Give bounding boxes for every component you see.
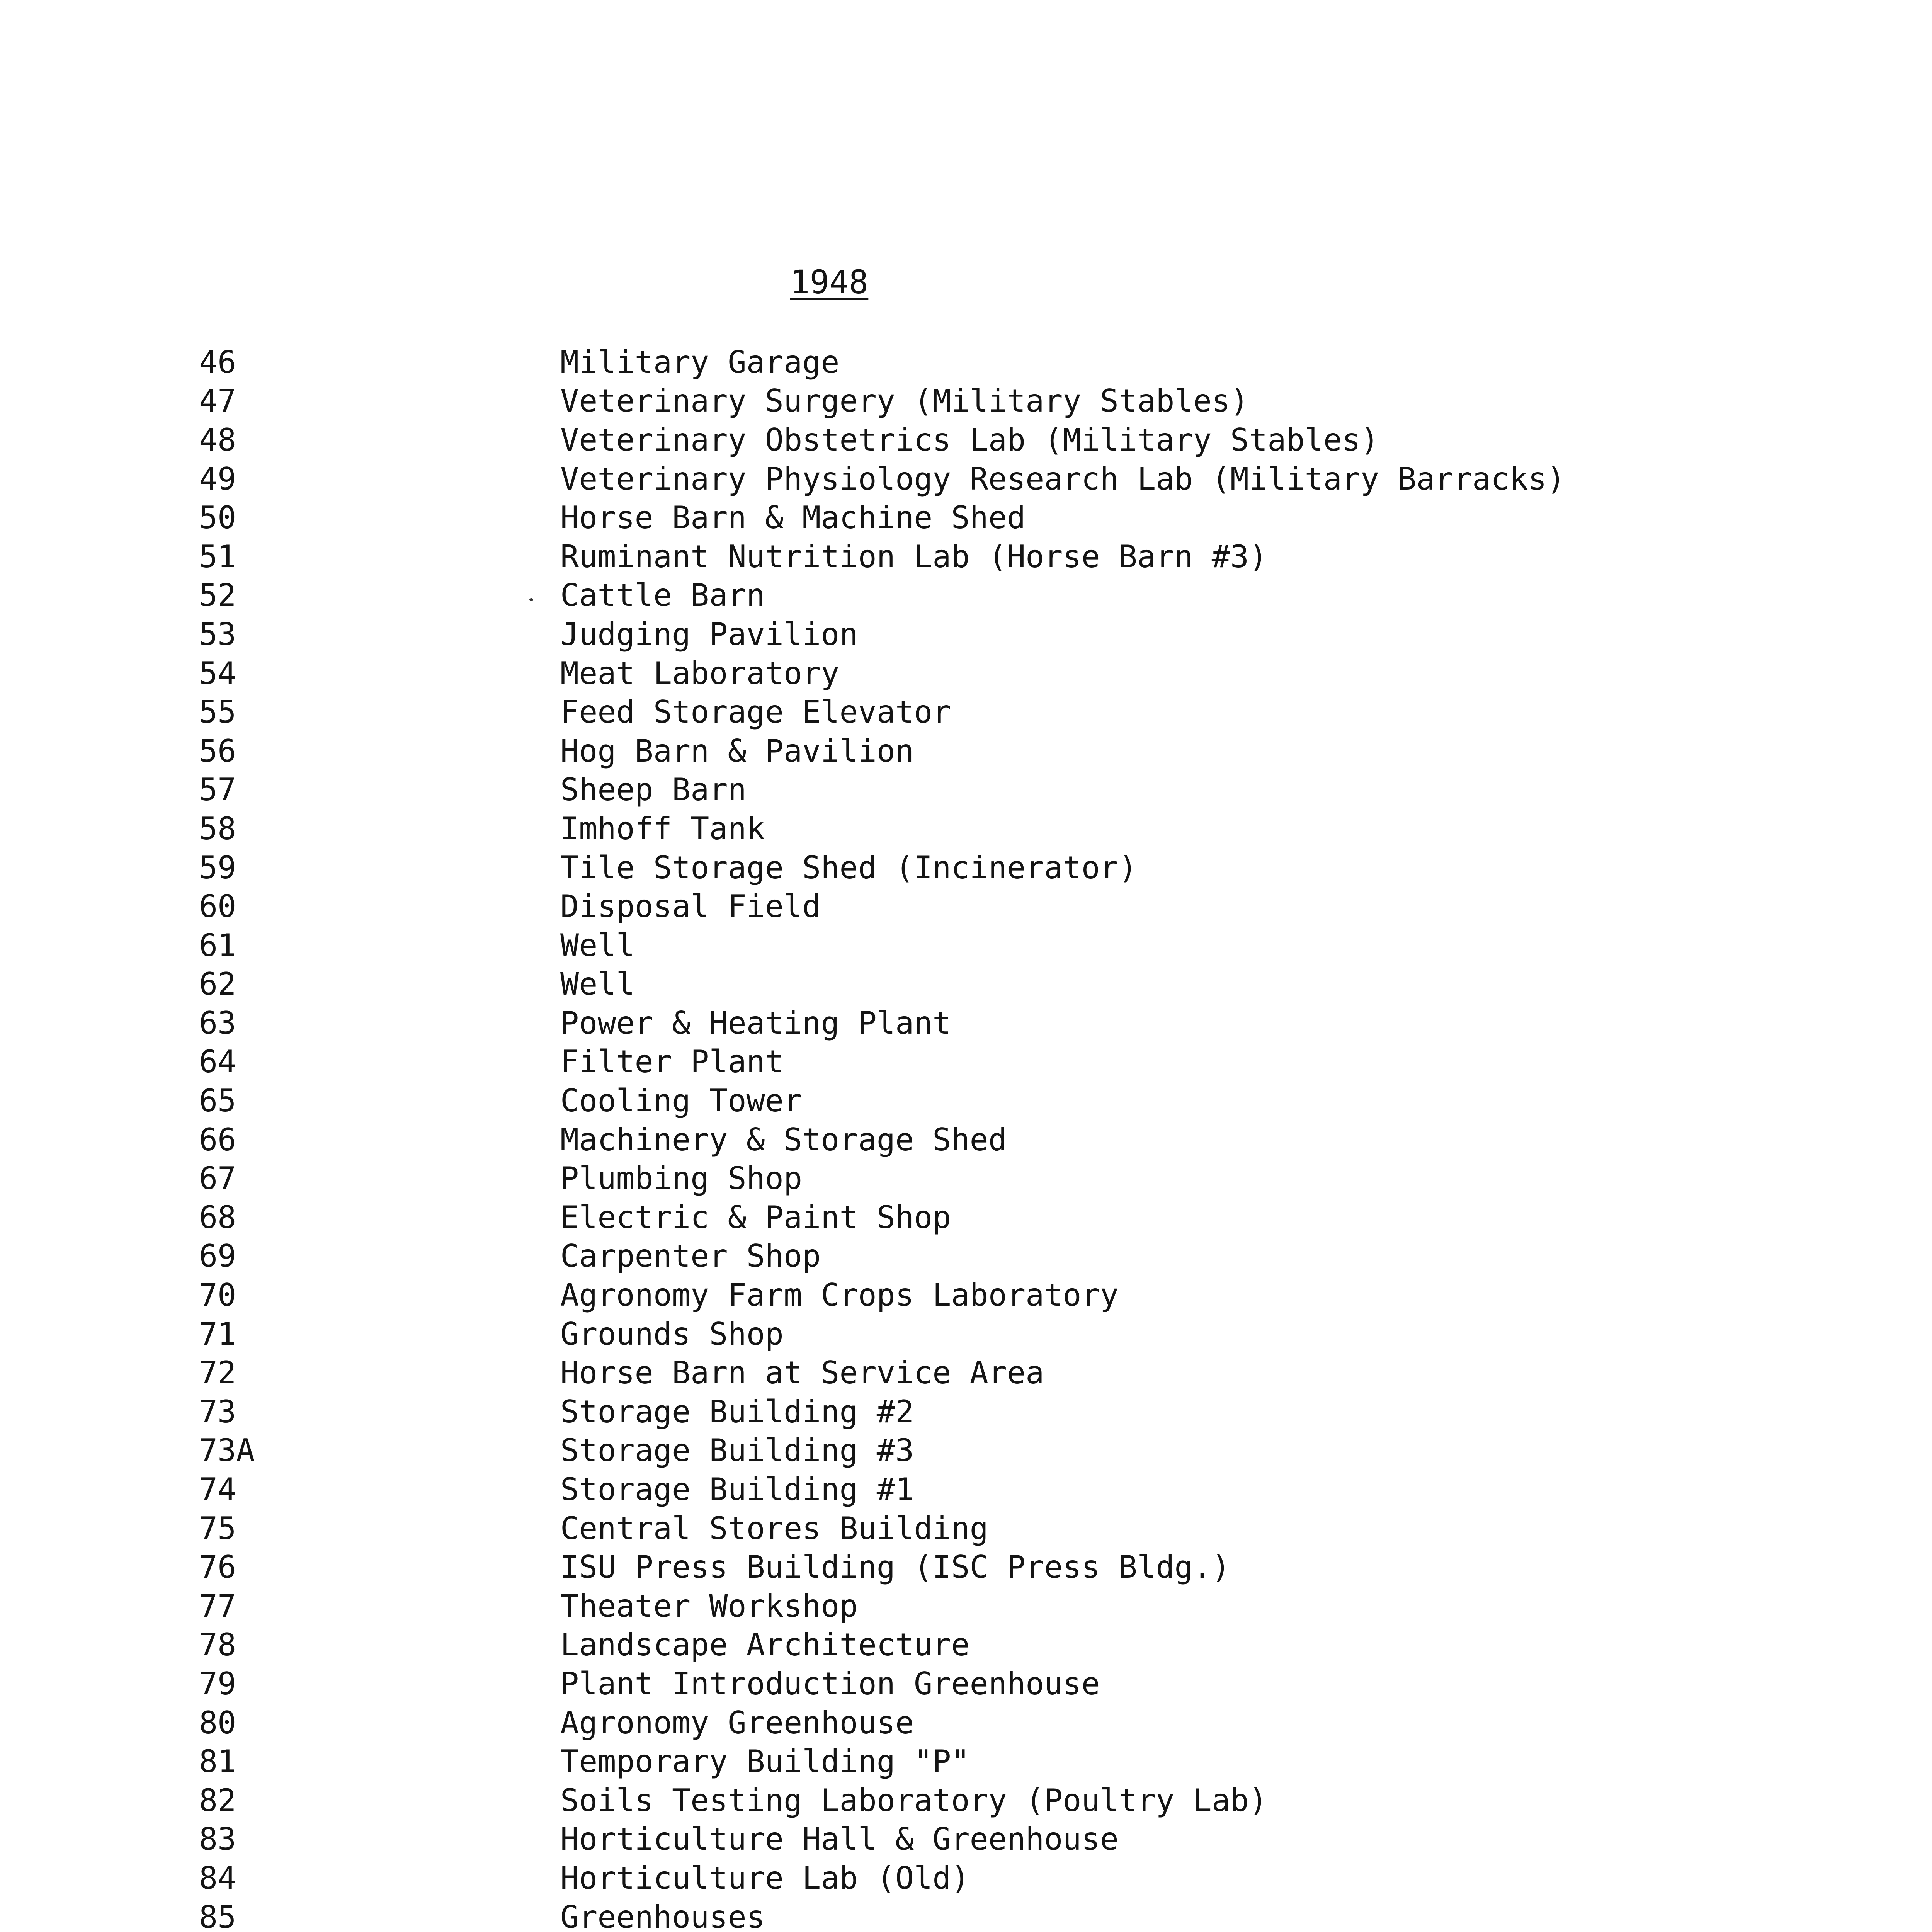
list-item	[199, 1626, 1861, 1665]
building-number: 81	[199, 1743, 236, 1780]
building-number: 47	[199, 383, 236, 419]
building-number: 79	[199, 1665, 236, 1702]
building-name: Imhoff Tank	[560, 810, 765, 847]
list-item	[199, 420, 1861, 459]
building-number: 63	[199, 1005, 236, 1041]
building-name: Theater Workshop	[560, 1588, 858, 1624]
building-name: Agronomy Greenhouse	[560, 1704, 914, 1741]
building-name: Greenhouses	[560, 1899, 765, 1932]
list-item	[199, 1043, 1861, 1082]
building-number: 76	[199, 1549, 236, 1585]
building-name: Horticulture Hall & Greenhouse	[560, 1821, 1119, 1857]
building-number: 84	[199, 1860, 236, 1896]
building-number: 62	[199, 966, 236, 1002]
list-item	[199, 692, 1861, 731]
building-number: 58	[199, 810, 236, 847]
building-name: Carpenter Shop	[560, 1238, 821, 1274]
list-item	[199, 1781, 1861, 1820]
list-item	[199, 1081, 1861, 1120]
list-item	[199, 1353, 1861, 1392]
list-item	[199, 848, 1861, 887]
building-number: 48	[199, 422, 236, 458]
building-name: Horse Barn & Machine Shed	[560, 500, 1026, 536]
list-item	[199, 1198, 1861, 1237]
building-list	[199, 343, 1861, 1932]
list-item	[199, 731, 1861, 770]
building-number: 61	[199, 927, 236, 963]
list-item	[199, 1898, 1861, 1932]
list-item	[199, 926, 1861, 965]
list-item	[199, 1703, 1861, 1742]
building-name: Tile Storage Shed (Incinerator)	[560, 849, 1138, 886]
list-item	[199, 459, 1861, 498]
list-item	[199, 654, 1861, 693]
list-item	[199, 1509, 1861, 1548]
building-number: 50	[199, 500, 236, 536]
building-number: 57	[199, 772, 236, 808]
list-item	[199, 1470, 1861, 1509]
building-number: 55	[199, 694, 236, 730]
stray-mark	[529, 598, 533, 601]
building-number: 80	[199, 1704, 236, 1741]
building-number: 65	[199, 1083, 236, 1119]
list-item	[199, 965, 1861, 1004]
list-item	[199, 1587, 1861, 1626]
building-name: ISU Press Building (ISC Press Bldg.)	[560, 1549, 1230, 1585]
building-name: Disposal Field	[560, 888, 821, 925]
building-number: 75	[199, 1510, 236, 1546]
building-name: Horticulture Lab (Old)	[560, 1860, 970, 1896]
list-item	[199, 576, 1861, 615]
list-item	[199, 1159, 1861, 1198]
building-number: 64	[199, 1044, 236, 1080]
building-name: Military Garage	[560, 344, 840, 380]
building-number: 68	[199, 1199, 236, 1235]
list-item	[199, 1820, 1861, 1859]
building-name: Grounds Shop	[560, 1316, 784, 1352]
building-number: 51	[199, 538, 236, 575]
building-number: 53	[199, 616, 236, 652]
building-number: 66	[199, 1121, 236, 1158]
building-number: 74	[199, 1471, 236, 1508]
building-number: 69	[199, 1238, 236, 1274]
building-name: Landscape Architecture	[560, 1627, 970, 1663]
building-number: 72	[199, 1355, 236, 1391]
building-name: Storage Building #3	[560, 1432, 914, 1469]
list-item	[199, 809, 1861, 848]
building-name: Judging Pavilion	[560, 616, 858, 652]
list-item	[199, 537, 1861, 576]
building-number: 77	[199, 1588, 236, 1624]
building-number: 85	[199, 1899, 236, 1932]
building-name: Ruminant Nutrition Lab (Horse Barn #3)	[560, 538, 1268, 575]
list-item	[199, 1237, 1861, 1276]
building-name: Storage Building #2	[560, 1393, 914, 1430]
building-number: 67	[199, 1160, 236, 1197]
list-item	[199, 343, 1861, 382]
building-name: Cattle Barn	[560, 577, 765, 614]
building-name: Well	[560, 927, 635, 963]
building-number: 56	[199, 733, 236, 769]
list-item	[199, 1664, 1861, 1703]
building-name: Hog Barn & Pavilion	[560, 733, 914, 769]
building-number: 46	[199, 344, 236, 380]
list-item	[199, 1859, 1861, 1898]
building-name: Storage Building #1	[560, 1471, 914, 1508]
building-name: Cooling Tower	[560, 1083, 803, 1119]
building-number: 70	[199, 1277, 236, 1313]
list-item	[199, 1276, 1861, 1315]
building-number: 73	[199, 1393, 236, 1430]
building-name: Central Stores Building	[560, 1510, 988, 1546]
building-number: 82	[199, 1782, 236, 1818]
building-name: Well	[560, 966, 635, 1002]
page-title: 1948	[790, 263, 869, 301]
list-item	[199, 887, 1861, 926]
building-name: Soils Testing Laboratory (Poultry Lab)	[560, 1782, 1268, 1818]
building-number: 73A	[199, 1432, 255, 1469]
building-number: 49	[199, 461, 236, 497]
list-item	[199, 498, 1861, 537]
list-item	[199, 770, 1861, 810]
list-item	[199, 1315, 1861, 1354]
building-name: Meat Laboratory	[560, 655, 840, 691]
list-item	[199, 1003, 1861, 1043]
building-name: Horse Barn at Service Area	[560, 1355, 1044, 1391]
building-number: 52	[199, 577, 236, 614]
building-number: 54	[199, 655, 236, 691]
building-name: Temporary Building "P"	[560, 1743, 970, 1780]
building-number: 60	[199, 888, 236, 925]
building-number: 71	[199, 1316, 236, 1352]
building-name: Machinery & Storage Shed	[560, 1121, 1007, 1158]
building-name: Sheep Barn	[560, 772, 747, 808]
list-item	[199, 1742, 1861, 1781]
building-name: Veterinary Physiology Research Lab (Military Barracks)	[560, 461, 1565, 497]
list-item	[199, 382, 1861, 421]
building-name: Filter Plant	[560, 1044, 784, 1080]
list-item	[199, 1120, 1861, 1159]
building-number: 83	[199, 1821, 236, 1857]
building-name: Plumbing Shop	[560, 1160, 803, 1197]
list-item	[199, 1392, 1861, 1431]
building-number: 59	[199, 849, 236, 886]
building-name: Plant Introduction Greenhouse	[560, 1665, 1100, 1702]
building-name: Power & Heating Plant	[560, 1005, 951, 1041]
building-number: 78	[199, 1627, 236, 1663]
building-name: Electric & Paint Shop	[560, 1199, 951, 1235]
building-name: Veterinary Surgery (Military Stables)	[560, 383, 1249, 419]
list-item	[199, 1548, 1861, 1587]
list-item	[199, 615, 1861, 654]
building-name: Veterinary Obstetrics Lab (Military Stables)	[560, 422, 1379, 458]
building-name: Agronomy Farm Crops Laboratory	[560, 1277, 1119, 1313]
list-item	[199, 1431, 1861, 1470]
building-name: Feed Storage Elevator	[560, 694, 951, 730]
